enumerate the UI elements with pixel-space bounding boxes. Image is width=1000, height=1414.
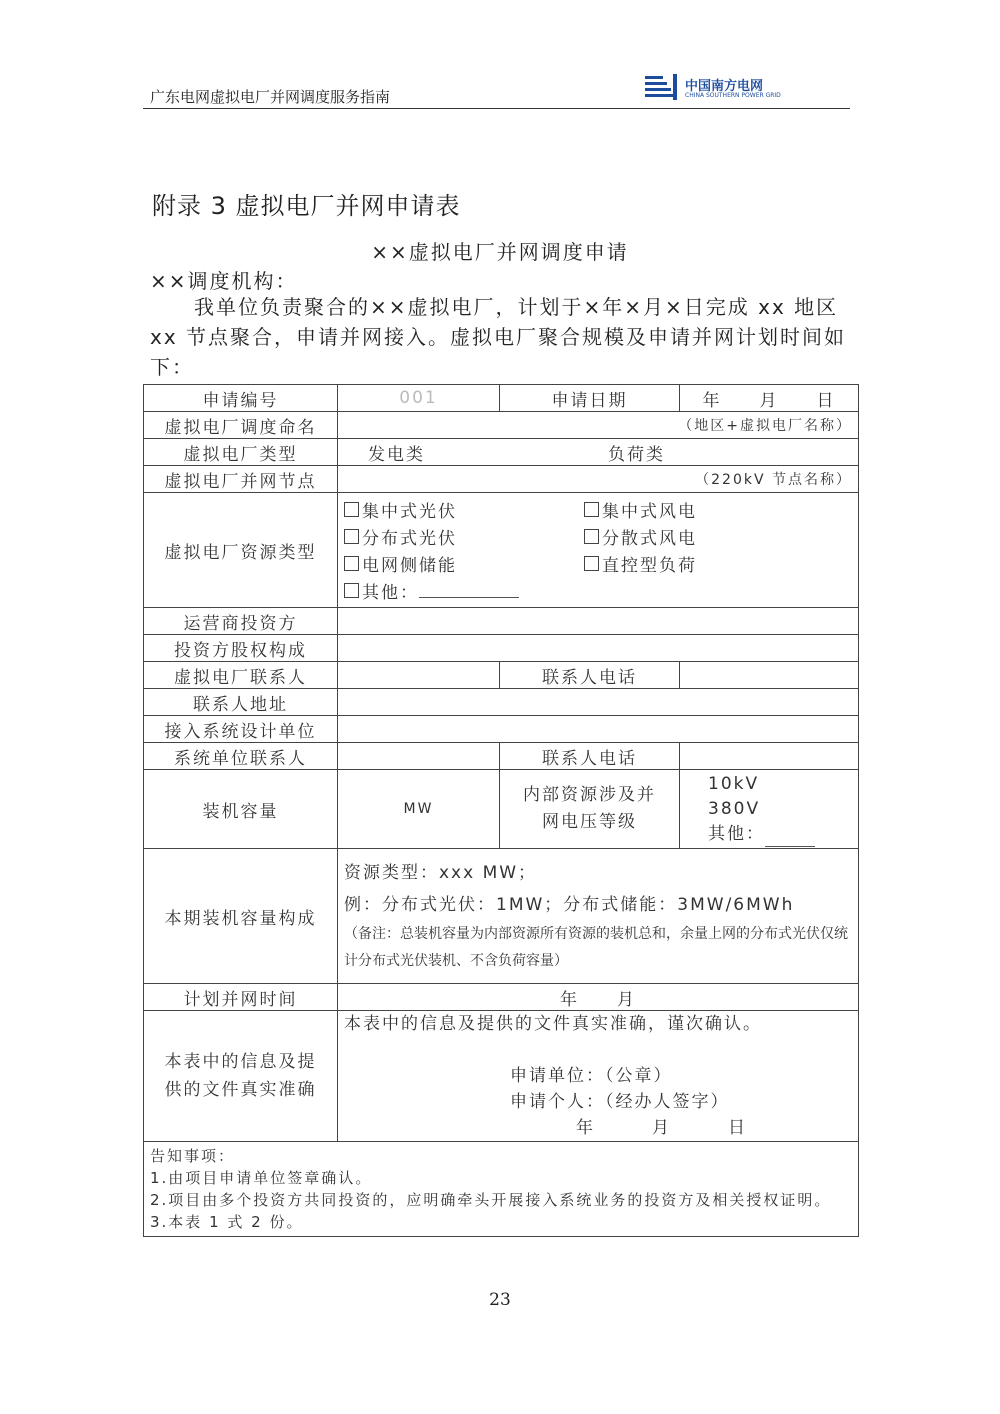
voltage-option-other[interactable] — [686, 822, 852, 847]
app-date-value[interactable]: 年 月 日 — [680, 385, 859, 412]
confirm-date: 年 月 日 — [576, 1118, 747, 1138]
checkbox-icon[interactable] — [584, 529, 599, 544]
address-input[interactable] — [338, 689, 859, 716]
app-no-label: 申请编号 — [144, 385, 338, 412]
resource-checkbox[interactable] — [584, 524, 824, 549]
checkbox-icon[interactable] — [344, 556, 359, 571]
contact-phone-input[interactable] — [680, 662, 859, 689]
composition-note: （备注：总装机容量为内部资源所有资源的装机总和，余量上网的分布式光伏仅统计分布式光伏装机、不含负荷容量） — [344, 926, 848, 969]
node-label: 虚拟电厂并网节点 — [144, 466, 338, 493]
design-unit-input[interactable] — [338, 716, 859, 743]
checkbox-icon[interactable] — [344, 502, 359, 517]
checkbox-icon[interactable] — [584, 502, 599, 517]
voltage-option[interactable]: 10kV — [708, 773, 760, 794]
logo-subtext: CHINA SOUTHERN POWER GRID — [685, 92, 781, 99]
intro-paragraph: 我单位负责聚合的××虚拟电厂，计划于×年×月×日完成 xx 地区 xx 节点聚合，申请并网接入。虚拟电厂聚合规模及申请并网计划时间如下： — [150, 295, 847, 379]
resource-checkbox[interactable] — [584, 497, 824, 522]
resource-label: 分布式光伏 — [362, 529, 457, 549]
confirm-text: 本表中的信息及提供的文件真实准确，谨次确认。 — [344, 1014, 762, 1034]
confirm-person: 申请个人：（经办人签字） — [510, 1092, 730, 1112]
plan-time-label: 计划并网时间 — [144, 984, 338, 1011]
vpp-type-label: 虚拟电厂类型 — [144, 439, 338, 466]
capacity-label: 装机容量 — [144, 770, 338, 849]
notice-section — [144, 1142, 859, 1237]
resource-checkbox[interactable] — [344, 524, 584, 549]
header-divider — [143, 108, 850, 109]
vpp-name-label: 虚拟电厂调度命名 — [144, 412, 338, 439]
node-hint[interactable]: （220kV 节点名称） — [338, 466, 859, 493]
vpp-type-load[interactable]: 负荷类 — [608, 444, 665, 465]
confirm-unit: 申请单位：（公章） — [510, 1066, 673, 1086]
form-title: ××虚拟电厂并网调度申请 — [371, 240, 629, 264]
resource-checkbox[interactable] — [344, 551, 584, 576]
unit-phone-input[interactable] — [680, 743, 859, 770]
resource-label: 集中式光伏 — [362, 502, 457, 522]
resource-type-options — [338, 493, 859, 608]
resource-label: 直控型负荷 — [602, 556, 697, 576]
confirm-content[interactable] — [338, 1011, 859, 1142]
resource-other-checkbox[interactable] — [344, 578, 584, 603]
notice-item: 1.由项目申请单位签章确认。 — [150, 1169, 373, 1187]
unit-phone-label: 联系人电话 — [500, 743, 680, 770]
voltage-option[interactable]: 380V — [708, 798, 761, 819]
confirm-label: 本表中的信息及提供的文件真实准确 — [144, 1011, 338, 1142]
composition-content[interactable] — [338, 849, 859, 984]
header-title: 广东电网虚拟电厂并网调度服务指南 — [150, 88, 391, 106]
vpp-type-options[interactable] — [338, 439, 859, 466]
app-date-label: 申请日期 — [500, 385, 680, 412]
capacity-unit[interactable]: MW — [338, 770, 500, 849]
resource-label: 集中式风电 — [602, 502, 697, 522]
design-unit-label: 接入系统设计单位 — [144, 716, 338, 743]
notice-title: 告知事项： — [150, 1147, 236, 1165]
resource-checkbox[interactable] — [344, 497, 584, 522]
notice-item: 3.本表 1 式 2 份。 — [150, 1213, 304, 1231]
app-no-value[interactable]: 001 — [338, 385, 500, 412]
operator-input[interactable] — [338, 608, 859, 635]
company-logo — [643, 70, 783, 104]
resource-type-label: 虚拟电厂资源类型 — [144, 493, 338, 608]
page-number: 23 — [489, 1290, 511, 1310]
notice-item: 2.项目由多个投资方共同投资的，应明确牵头开展接入系统业务的投资方及相关授权证明。 — [150, 1191, 832, 1209]
unit-contact-input[interactable] — [338, 743, 500, 770]
resource-checkbox[interactable] — [584, 551, 824, 576]
vpp-name-hint[interactable]: （地区+虚拟电厂名称） — [338, 412, 859, 439]
checkbox-icon[interactable] — [344, 529, 359, 544]
voltage-other-label: 其他： — [708, 823, 765, 844]
contact-phone-label: 联系人电话 — [500, 662, 680, 689]
address-label: 联系人地址 — [144, 689, 338, 716]
checkbox-icon[interactable] — [584, 556, 599, 571]
composition-example: 例：分布式光伏：1MW；分布式储能：3MW/6MWh — [344, 895, 795, 915]
vpp-type-generation[interactable]: 发电类 — [368, 444, 425, 465]
resource-label: 分散式风电 — [602, 529, 697, 549]
equity-input[interactable] — [338, 635, 859, 662]
logo-text: 中国南方电网 — [685, 79, 764, 94]
addressee: ××调度机构： — [150, 269, 298, 293]
contact-label: 虚拟电厂联系人 — [144, 662, 338, 689]
grid-logo-icon — [643, 70, 683, 104]
resource-label: 电网侧储能 — [362, 556, 457, 576]
composition-label: 本期装机容量构成 — [144, 849, 338, 984]
plan-time-value[interactable]: 年 月 — [338, 984, 859, 1011]
resource-other-label: 其他： — [362, 583, 419, 603]
checkbox-icon[interactable] — [344, 583, 359, 598]
voltage-options — [680, 770, 859, 849]
contact-input[interactable] — [338, 662, 500, 689]
unit-contact-label: 系统单位联系人 — [144, 743, 338, 770]
composition-line: 资源类型：xxx MW； — [344, 863, 538, 883]
operator-label: 运营商投资方 — [144, 608, 338, 635]
resource-other-input[interactable] — [419, 583, 519, 598]
appendix-title: 附录 3 虚拟电厂并网申请表 — [152, 192, 461, 220]
voltage-label: 内部资源涉及并网电压等级 — [500, 770, 680, 849]
application-form — [143, 384, 859, 1237]
equity-label: 投资方股权构成 — [144, 635, 338, 662]
voltage-other-input[interactable] — [765, 832, 815, 847]
